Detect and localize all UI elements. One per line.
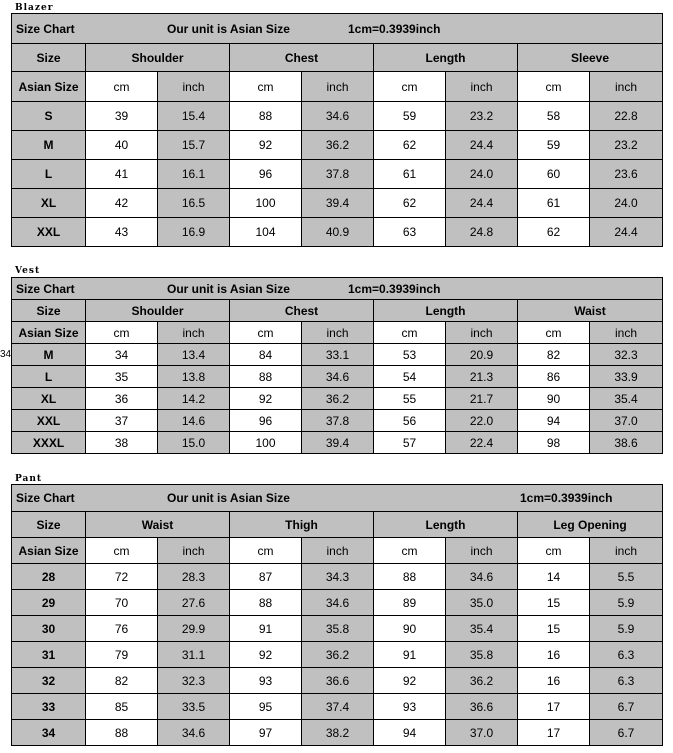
inch-value-cell: 6.3	[590, 642, 663, 668]
table-row	[12, 642, 663, 668]
unit-inch: inch	[446, 538, 518, 564]
blazer-size-table	[11, 13, 663, 247]
vest-size-table	[11, 277, 663, 454]
cm-value-cell: 42	[86, 189, 158, 218]
pant-conversion: 1cm=0.3939inch	[520, 491, 613, 505]
cm-value-cell: 62	[374, 189, 446, 218]
vest-title-bar	[12, 278, 663, 300]
cm-value-cell: 63	[374, 218, 446, 247]
unit-cm: cm	[374, 538, 446, 564]
inch-value-cell: 21.7	[446, 388, 518, 410]
inch-value-cell: 31.1	[158, 642, 230, 668]
size-cell: L	[12, 160, 86, 189]
blazer-unit-note: Our unit is Asian Size	[167, 21, 290, 36]
blazer-size-header: Size	[12, 44, 86, 72]
pant-measure-header: Thigh	[230, 512, 374, 538]
blazer-measure-header: Chest	[230, 44, 374, 72]
table-row	[12, 720, 663, 746]
inch-value-cell: 15.4	[158, 102, 230, 131]
cm-value-cell: 92	[230, 131, 302, 160]
cm-value-cell: 90	[374, 616, 446, 642]
table-row	[12, 366, 663, 388]
cm-value-cell: 40	[86, 131, 158, 160]
unit-cm: cm	[518, 72, 590, 102]
cm-value-cell: 88	[230, 366, 302, 388]
cm-value-cell: 94	[374, 720, 446, 746]
inch-value-cell: 22.8	[590, 102, 663, 131]
table-row	[12, 160, 663, 189]
table-row	[12, 564, 663, 590]
cm-value-cell: 100	[230, 189, 302, 218]
inch-value-cell: 13.4	[158, 344, 230, 366]
unit-inch: inch	[302, 538, 374, 564]
cm-value-cell: 92	[374, 668, 446, 694]
inch-value-cell: 37.0	[590, 410, 663, 432]
inch-value-cell: 34.6	[302, 366, 374, 388]
cm-value-cell: 57	[374, 432, 446, 454]
cm-value-cell: 15	[518, 616, 590, 642]
cm-value-cell: 88	[86, 720, 158, 746]
cm-value-cell: 39	[86, 102, 158, 131]
cm-value-cell: 59	[518, 131, 590, 160]
inch-value-cell: 20.9	[446, 344, 518, 366]
blazer-title: Size Chart	[16, 21, 75, 36]
cm-value-cell: 62	[374, 131, 446, 160]
size-cell: 28	[12, 564, 86, 590]
pant-asian-size-label: Asian Size	[12, 538, 86, 564]
inch-value-cell: 39.4	[302, 189, 374, 218]
cm-value-cell: 72	[86, 564, 158, 590]
cm-value-cell: 84	[230, 344, 302, 366]
unit-inch: inch	[158, 72, 230, 102]
blazer-section-label: Blazer	[15, 3, 54, 13]
unit-inch: inch	[302, 72, 374, 102]
size-cell: XXXL	[12, 432, 86, 454]
inch-value-cell: 23.6	[590, 160, 663, 189]
cm-value-cell: 37	[86, 410, 158, 432]
inch-value-cell: 38.2	[302, 720, 374, 746]
cm-value-cell: 85	[86, 694, 158, 720]
inch-value-cell: 14.6	[158, 410, 230, 432]
inch-value-cell: 34.6	[302, 102, 374, 131]
inch-value-cell: 34.6	[158, 720, 230, 746]
cm-value-cell: 86	[518, 366, 590, 388]
inch-value-cell: 36.6	[302, 668, 374, 694]
inch-value-cell: 22.0	[446, 410, 518, 432]
cm-value-cell: 94	[518, 410, 590, 432]
cm-value-cell: 82	[86, 668, 158, 694]
unit-cm: cm	[86, 322, 158, 344]
cm-value-cell: 82	[518, 344, 590, 366]
inch-value-cell: 22.4	[446, 432, 518, 454]
size-cell: 33	[12, 694, 86, 720]
blazer-measure-header: Shoulder	[86, 44, 230, 72]
size-cell: L	[12, 366, 86, 388]
table-row	[12, 668, 663, 694]
cm-value-cell: 88	[230, 102, 302, 131]
inch-value-cell: 35.4	[446, 616, 518, 642]
cm-value-cell: 58	[518, 102, 590, 131]
cm-value-cell: 79	[86, 642, 158, 668]
cm-value-cell: 93	[230, 668, 302, 694]
inch-value-cell: 37.8	[302, 160, 374, 189]
inch-value-cell: 16.9	[158, 218, 230, 247]
unit-cm: cm	[230, 322, 302, 344]
inch-value-cell: 33.1	[302, 344, 374, 366]
size-cell: 30	[12, 616, 86, 642]
table-row	[12, 344, 663, 366]
unit-cm: cm	[230, 538, 302, 564]
pant-measure-header: Leg Opening	[518, 512, 663, 538]
cm-value-cell: 55	[374, 388, 446, 410]
vest-conversion: 1cm=0.3939inch	[348, 281, 441, 296]
cm-value-cell: 89	[374, 590, 446, 616]
size-cell: 31	[12, 642, 86, 668]
cm-value-cell: 104	[230, 218, 302, 247]
blazer-asian-size-label: Asian Size	[12, 72, 86, 102]
unit-inch: inch	[158, 538, 230, 564]
vest-size-header: Size	[12, 300, 86, 322]
cm-value-cell: 60	[518, 160, 590, 189]
unit-cm: cm	[86, 538, 158, 564]
stray-number: 34	[0, 349, 12, 360]
cm-value-cell: 96	[230, 410, 302, 432]
pant-title: Size Chart	[16, 491, 75, 505]
table-row	[12, 410, 663, 432]
size-cell: 29	[12, 590, 86, 616]
inch-value-cell: 13.8	[158, 366, 230, 388]
table-row	[12, 218, 663, 247]
size-cell: XL	[12, 189, 86, 218]
blazer-title-bar	[12, 14, 663, 44]
pant-unit-note: Our unit is Asian Size	[167, 491, 290, 505]
unit-inch: inch	[158, 322, 230, 344]
vest-section-label: Vest	[15, 266, 41, 276]
cm-value-cell: 87	[230, 564, 302, 590]
cm-value-cell: 61	[374, 160, 446, 189]
pant-measure-header: Length	[374, 512, 518, 538]
cm-value-cell: 17	[518, 694, 590, 720]
inch-value-cell: 33.9	[590, 366, 663, 388]
inch-value-cell: 5.5	[590, 564, 663, 590]
cm-value-cell: 70	[86, 590, 158, 616]
inch-value-cell: 35.8	[302, 616, 374, 642]
cm-value-cell: 88	[374, 564, 446, 590]
inch-value-cell: 5.9	[590, 616, 663, 642]
inch-value-cell: 28.3	[158, 564, 230, 590]
pant-size-table	[11, 484, 663, 746]
inch-value-cell: 37.8	[302, 410, 374, 432]
cm-value-cell: 16	[518, 668, 590, 694]
inch-value-cell: 40.9	[302, 218, 374, 247]
inch-value-cell: 16.5	[158, 189, 230, 218]
inch-value-cell: 34.3	[302, 564, 374, 590]
unit-inch: inch	[590, 72, 663, 102]
cm-value-cell: 15	[518, 590, 590, 616]
inch-value-cell: 37.0	[446, 720, 518, 746]
inch-value-cell: 39.4	[302, 432, 374, 454]
table-row	[12, 616, 663, 642]
table-row	[12, 590, 663, 616]
cm-value-cell: 59	[374, 102, 446, 131]
blazer-measure-header: Sleeve	[518, 44, 663, 72]
cm-value-cell: 34	[86, 344, 158, 366]
inch-value-cell: 24.0	[590, 189, 663, 218]
unit-cm: cm	[518, 322, 590, 344]
table-row	[12, 131, 663, 160]
cm-value-cell: 91	[230, 616, 302, 642]
inch-value-cell: 35.4	[590, 388, 663, 410]
table-row	[12, 694, 663, 720]
vest-measure-header: Length	[374, 300, 518, 322]
unit-inch: inch	[302, 322, 374, 344]
unit-inch: inch	[446, 322, 518, 344]
vest-unit-note: Our unit is Asian Size	[167, 281, 290, 296]
inch-value-cell: 36.2	[302, 388, 374, 410]
cm-value-cell: 35	[86, 366, 158, 388]
unit-cm: cm	[374, 72, 446, 102]
inch-value-cell: 24.8	[446, 218, 518, 247]
vest-title: Size Chart	[16, 281, 75, 296]
table-row	[12, 388, 663, 410]
inch-value-cell: 34.6	[446, 564, 518, 590]
blazer-measure-header: Length	[374, 44, 518, 72]
cm-value-cell: 38	[86, 432, 158, 454]
inch-value-cell: 24.4	[446, 189, 518, 218]
inch-value-cell: 35.8	[446, 642, 518, 668]
inch-value-cell: 15.7	[158, 131, 230, 160]
inch-value-cell: 6.3	[590, 668, 663, 694]
inch-value-cell: 36.2	[446, 668, 518, 694]
cm-value-cell: 91	[374, 642, 446, 668]
cm-value-cell: 61	[518, 189, 590, 218]
cm-value-cell: 93	[374, 694, 446, 720]
cm-value-cell: 14	[518, 564, 590, 590]
inch-value-cell: 38.6	[590, 432, 663, 454]
inch-value-cell: 29.9	[158, 616, 230, 642]
cm-value-cell: 43	[86, 218, 158, 247]
size-cell: 34	[12, 720, 86, 746]
inch-value-cell: 23.2	[446, 102, 518, 131]
unit-cm: cm	[374, 322, 446, 344]
inch-value-cell: 36.6	[446, 694, 518, 720]
cm-value-cell: 92	[230, 642, 302, 668]
inch-value-cell: 6.7	[590, 720, 663, 746]
unit-cm: cm	[230, 72, 302, 102]
cm-value-cell: 53	[374, 344, 446, 366]
vest-measure-header: Shoulder	[86, 300, 230, 322]
inch-value-cell: 37.4	[302, 694, 374, 720]
size-cell: XXL	[12, 218, 86, 247]
pant-section-label: Pant	[15, 474, 43, 484]
table-row	[12, 189, 663, 218]
inch-value-cell: 24.0	[446, 160, 518, 189]
cm-value-cell: 16	[518, 642, 590, 668]
unit-inch: inch	[590, 538, 663, 564]
pant-size-header: Size	[12, 512, 86, 538]
blazer-conversion: 1cm=0.3939inch	[348, 21, 441, 36]
inch-value-cell: 24.4	[446, 131, 518, 160]
cm-value-cell: 97	[230, 720, 302, 746]
inch-value-cell: 23.2	[590, 131, 663, 160]
cm-value-cell: 76	[86, 616, 158, 642]
inch-value-cell: 27.6	[158, 590, 230, 616]
unit-cm: cm	[518, 538, 590, 564]
cm-value-cell: 92	[230, 388, 302, 410]
pant-title-bar	[12, 485, 663, 512]
vest-measure-header: Waist	[518, 300, 663, 322]
inch-value-cell: 32.3	[158, 668, 230, 694]
cm-value-cell: 54	[374, 366, 446, 388]
table-row	[12, 432, 663, 454]
inch-value-cell: 16.1	[158, 160, 230, 189]
inch-value-cell: 35.0	[446, 590, 518, 616]
inch-value-cell: 14.2	[158, 388, 230, 410]
cm-value-cell: 100	[230, 432, 302, 454]
vest-asian-size-label: Asian Size	[12, 322, 86, 344]
pant-measure-header: Waist	[86, 512, 230, 538]
cm-value-cell: 98	[518, 432, 590, 454]
inch-value-cell: 21.3	[446, 366, 518, 388]
size-cell: S	[12, 102, 86, 131]
cm-value-cell: 96	[230, 160, 302, 189]
cm-value-cell: 56	[374, 410, 446, 432]
inch-value-cell: 34.6	[302, 590, 374, 616]
inch-value-cell: 15.0	[158, 432, 230, 454]
inch-value-cell: 24.4	[590, 218, 663, 247]
cm-value-cell: 88	[230, 590, 302, 616]
cm-value-cell: 17	[518, 720, 590, 746]
inch-value-cell: 33.5	[158, 694, 230, 720]
vest-measure-header: Chest	[230, 300, 374, 322]
inch-value-cell: 5.9	[590, 590, 663, 616]
inch-value-cell: 36.2	[302, 642, 374, 668]
unit-inch: inch	[590, 322, 663, 344]
table-row	[12, 102, 663, 131]
size-cell: XL	[12, 388, 86, 410]
cm-value-cell: 36	[86, 388, 158, 410]
inch-value-cell: 36.2	[302, 131, 374, 160]
size-cell: 32	[12, 668, 86, 694]
size-cell: XXL	[12, 410, 86, 432]
size-cell: M	[12, 131, 86, 160]
cm-value-cell: 90	[518, 388, 590, 410]
inch-value-cell: 32.3	[590, 344, 663, 366]
cm-value-cell: 41	[86, 160, 158, 189]
inch-value-cell: 6.7	[590, 694, 663, 720]
unit-cm: cm	[86, 72, 158, 102]
size-cell: M	[12, 344, 86, 366]
unit-inch: inch	[446, 72, 518, 102]
cm-value-cell: 62	[518, 218, 590, 247]
cm-value-cell: 95	[230, 694, 302, 720]
